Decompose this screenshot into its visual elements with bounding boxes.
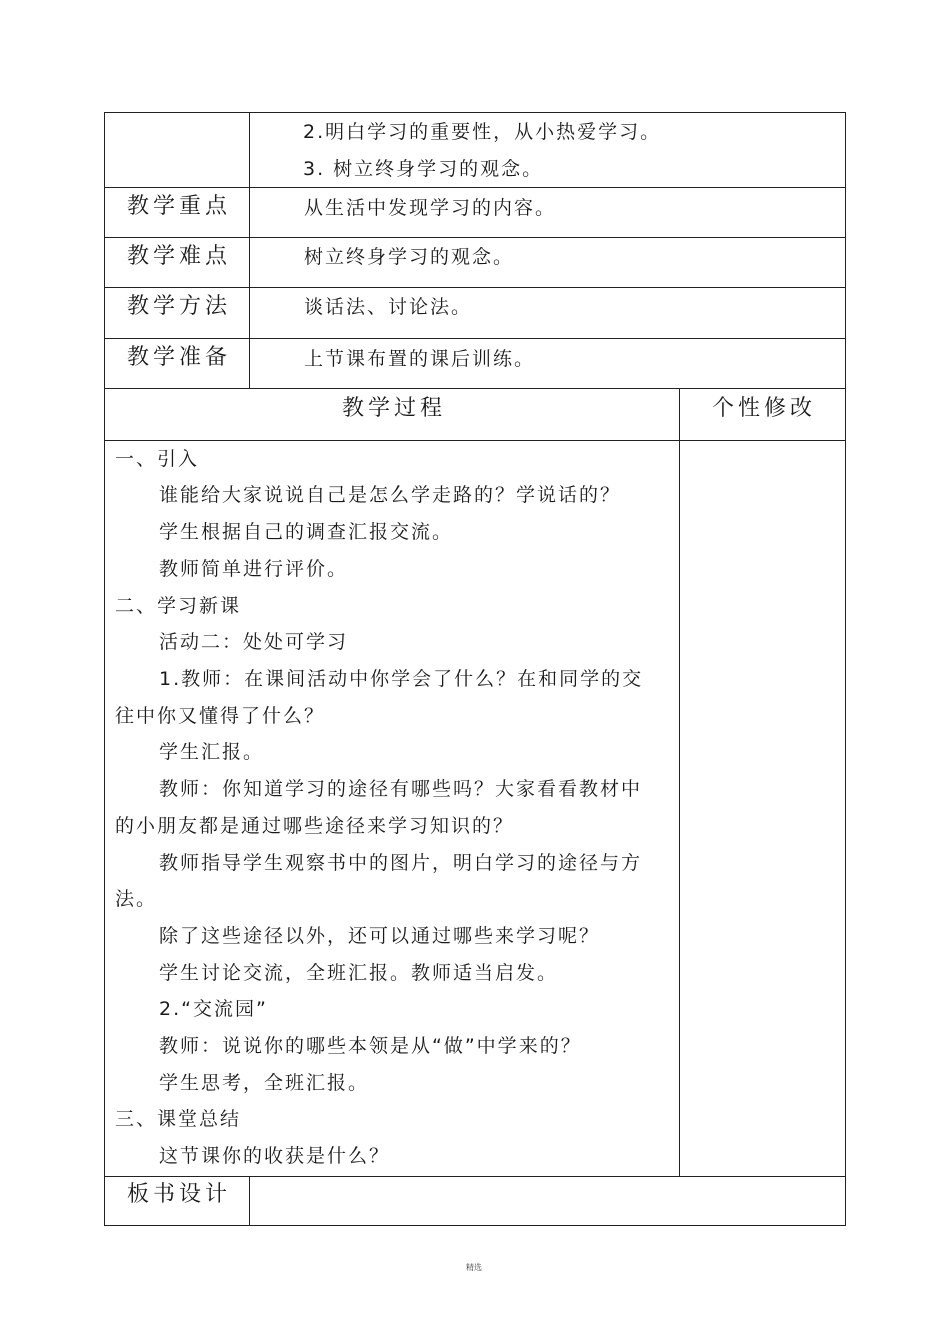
table-border-left [104, 112, 105, 1226]
board-column-divider [249, 1176, 250, 1226]
row-divider [104, 388, 846, 389]
process-line: 教师指导学生观察书中的图片，明白学习的途径与方 [159, 852, 643, 874]
label-column-divider [249, 112, 250, 389]
process-line: 这节课你的收获是什么？ [159, 1145, 391, 1167]
process-line: 的小朋友都是通过哪些途径来学习知识的？ [115, 815, 515, 837]
revision-column-divider [679, 388, 680, 1177]
process-line: 三、课堂总结 [115, 1108, 242, 1130]
process-line: 教师：你知道学习的途径有哪些吗？大家看看教材中 [159, 778, 643, 800]
table-border-right [845, 112, 846, 1226]
board-design-label: 板书设计 [127, 1182, 232, 1207]
table-border-bottom [104, 1225, 846, 1226]
preparation-label: 教学准备 [127, 345, 232, 370]
process-line: 1.教师：在课间活动中你学会了什么？在和同学的交 [159, 668, 644, 690]
preparation-value: 上节课布置的课后训练。 [304, 348, 536, 370]
process-line: 学生根据自己的调查汇报交流。 [159, 521, 454, 543]
difficulty-value: 树立终身学习的观念。 [304, 246, 515, 268]
page-footer: 精选 [466, 1263, 482, 1272]
row-divider [104, 440, 846, 441]
revision-header-title: 个性修改 [712, 396, 817, 421]
process-line: 学生思考，全班汇报。 [159, 1072, 370, 1094]
key-point-label: 教学重点 [127, 194, 232, 219]
process-line: 活动二：处处可学习 [159, 631, 349, 653]
table-border-top [104, 112, 846, 113]
difficulty-label: 教学难点 [127, 244, 232, 269]
objective-line-3: 3. 树立终身学习的观念。 [303, 158, 544, 180]
process-line: 2.“交流园” [159, 998, 268, 1020]
process-line: 学生汇报。 [159, 741, 265, 763]
row-divider [104, 1176, 846, 1177]
row-divider [104, 237, 846, 238]
process-line: 除了这些途径以外，还可以通过哪些来学习呢？ [159, 925, 601, 947]
process-header-title: 教学过程 [342, 396, 447, 421]
process-line: 往中你又懂得了什么？ [115, 705, 326, 727]
row-divider [104, 187, 846, 188]
process-line: 教师：说说你的哪些本领是从“做”中学来的？ [159, 1035, 582, 1057]
row-divider [104, 338, 846, 339]
process-line: 二、学习新课 [115, 595, 242, 617]
method-value: 谈话法、讨论法。 [304, 296, 473, 318]
process-line: 一、引入 [115, 448, 200, 470]
process-line: 谁能给大家说说自己是怎么学走路的？学说话的？ [159, 484, 622, 506]
row-divider [104, 287, 846, 288]
objective-line-2: 2.明白学习的重要性，从小热爱学习。 [303, 121, 662, 143]
process-line: 学生讨论交流，全班汇报。教师适当启发。 [159, 962, 559, 984]
method-label: 教学方法 [127, 294, 232, 319]
key-point-value: 从生活中发现学习的内容。 [304, 197, 557, 219]
process-line: 教师简单进行评价。 [159, 558, 349, 580]
process-line: 法。 [115, 888, 158, 910]
